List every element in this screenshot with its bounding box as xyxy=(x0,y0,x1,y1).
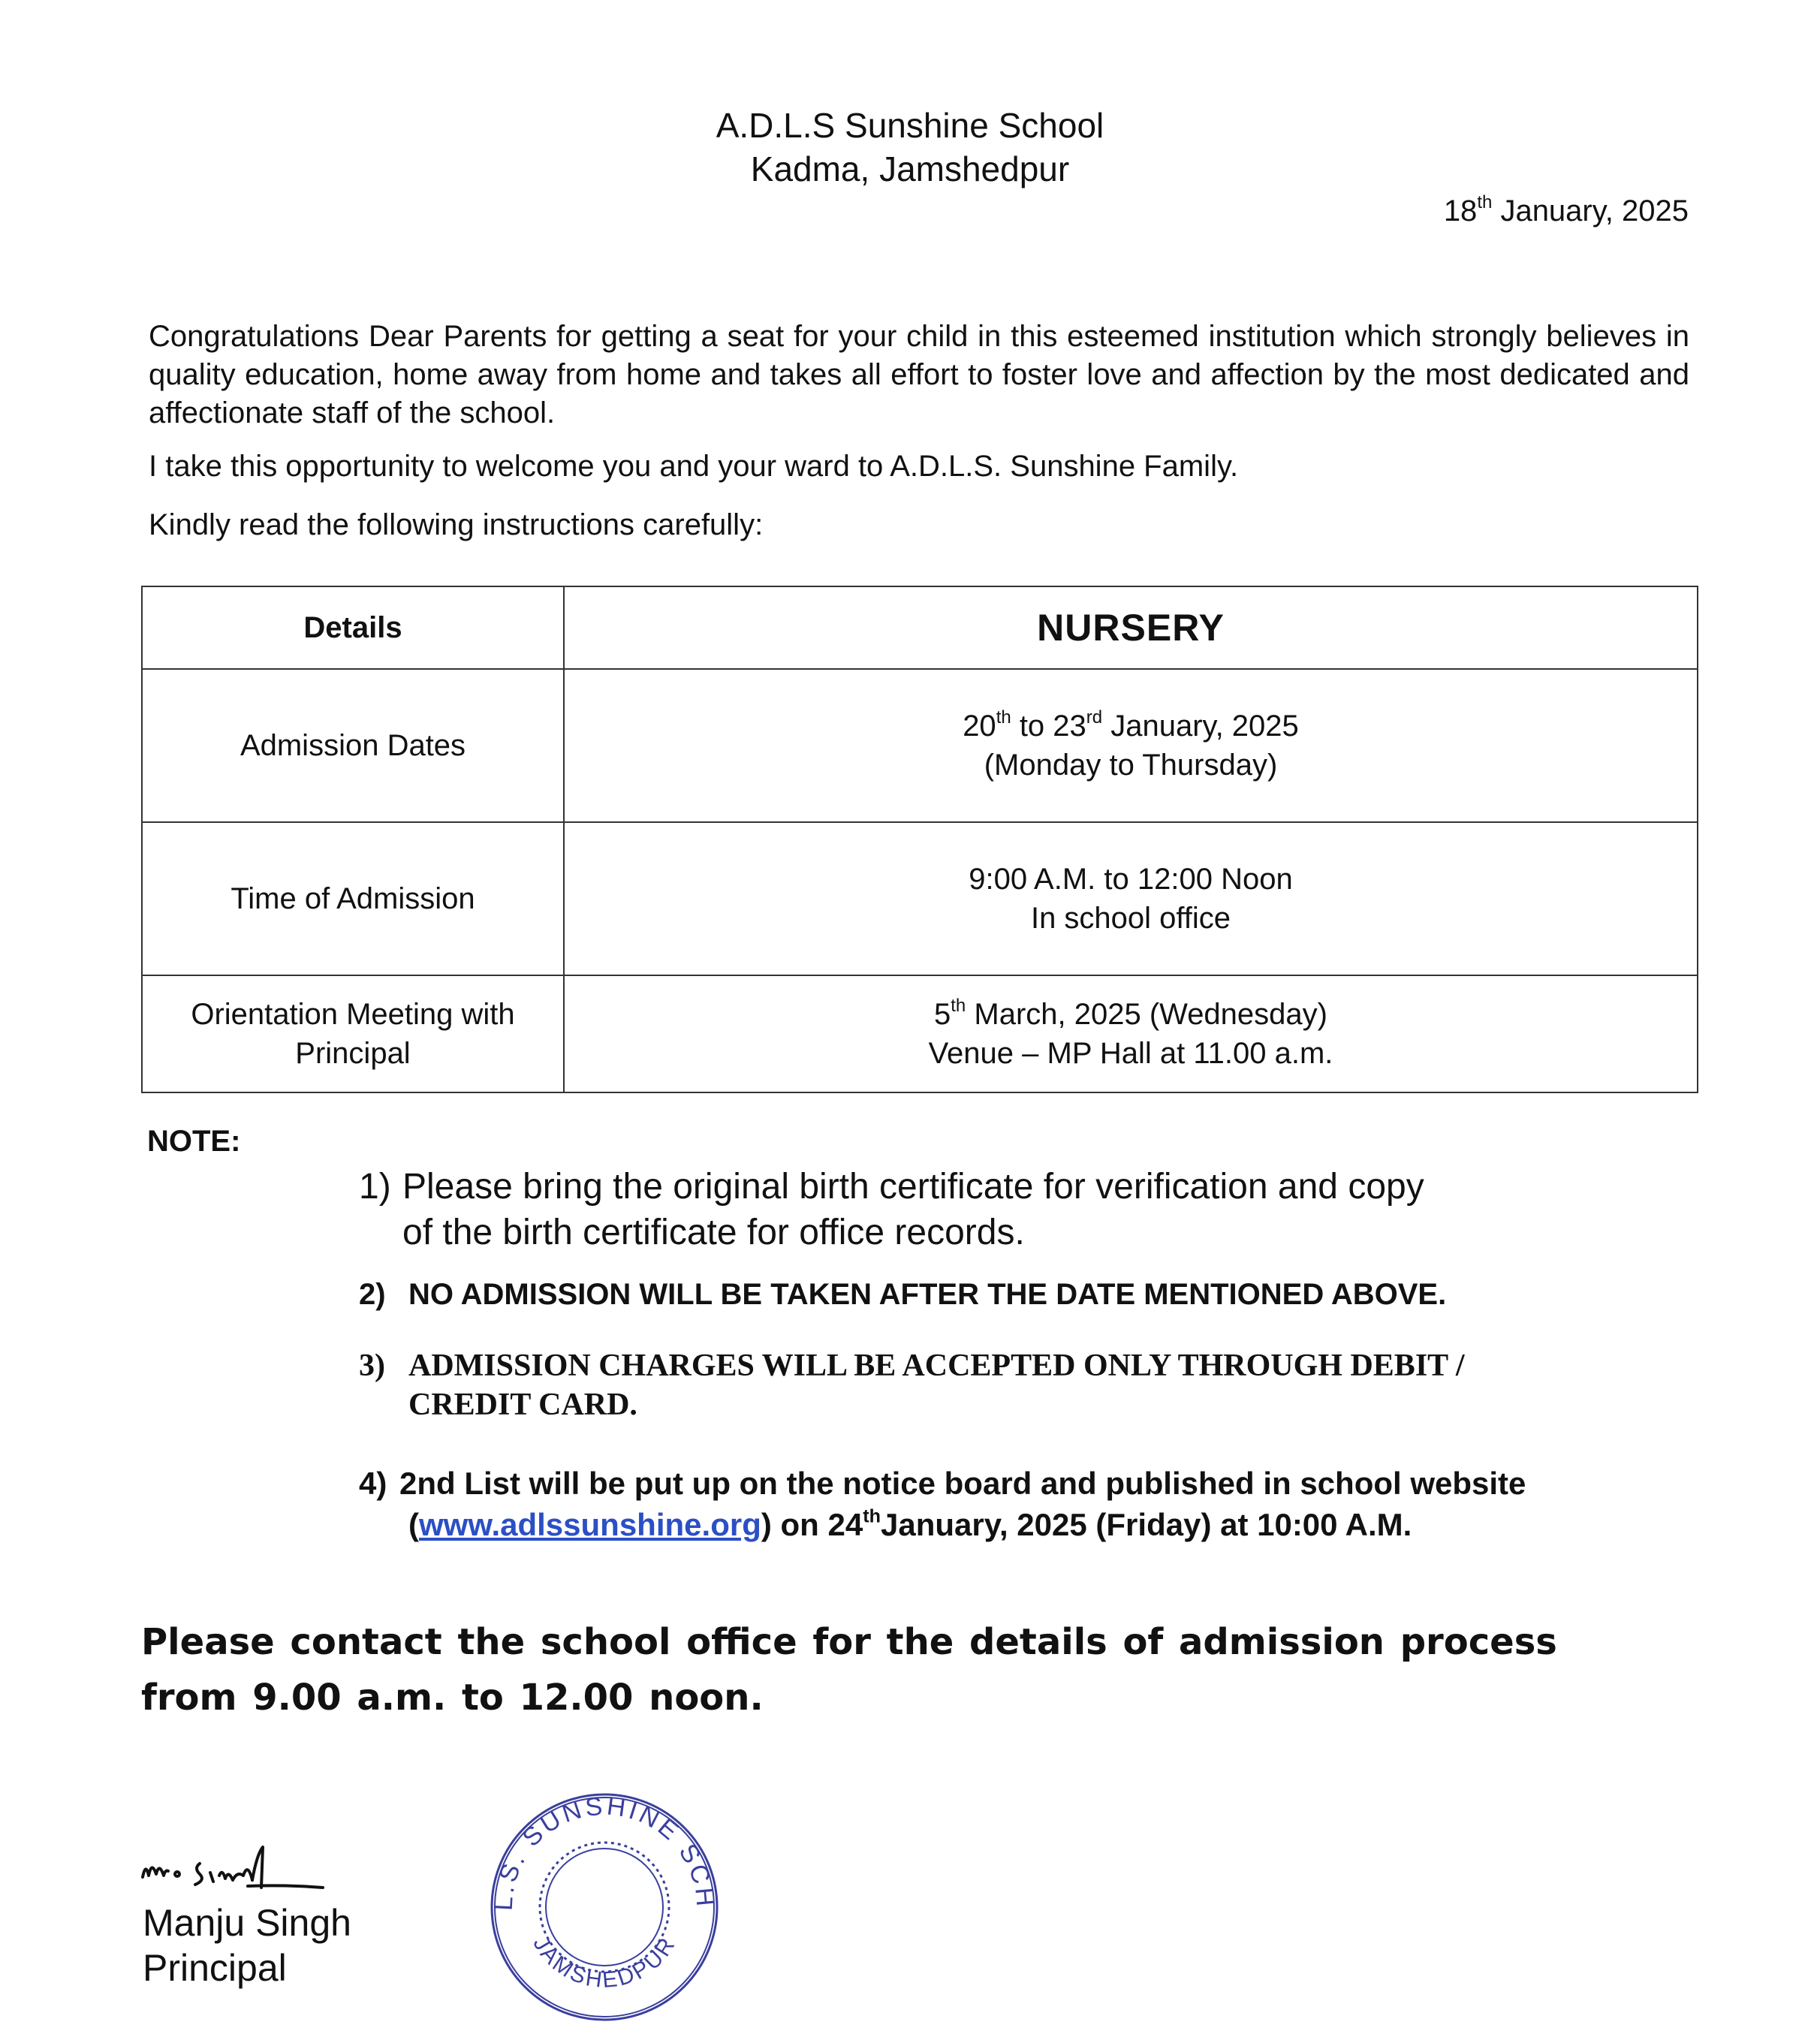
row-value-admission-dates: 20th to 23rd January, 2025 (Monday to Thursday) xyxy=(564,669,1698,822)
row-label-orientation-meeting: Orientation Meeting with Principal xyxy=(142,975,564,1092)
principal-name: Manju Singh xyxy=(143,1902,351,1944)
website-link[interactable]: www.adlssunshine.org xyxy=(419,1507,761,1542)
table-row xyxy=(142,669,1698,822)
table-header-row xyxy=(142,586,1698,669)
principal-signature xyxy=(135,1832,375,1903)
row-value-time-of-admission: 9:00 A.M. to 12:00 Noon In school office xyxy=(564,822,1698,975)
table-row xyxy=(142,975,1698,1092)
table-row xyxy=(142,822,1698,975)
note-item-3: 3) ADMISSION CHARGES WILL BE ACCEPTED ONLY THROUGH DEBIT / CREDIT CARD. xyxy=(359,1348,1465,1422)
congratulations-paragraph: Congratulations Dear Parents for getting a seat for your child in this esteemed institution which strongly believes in quality education, home away from home and takes all effort to foster love and affection by the most dedicated and affectionate staff of the school. xyxy=(149,320,1689,429)
school-name: A.D.L.S Sunshine School xyxy=(716,106,1104,145)
row-value-orientation-meeting: 5th March, 2025 (Wednesday) Venue – MP Hall at 11.00 a.m. xyxy=(564,975,1698,1092)
svg-text:JAMSHEDPUR: JAMSHEDPUR xyxy=(528,1932,681,1993)
principal-title: Principal xyxy=(143,1947,287,1989)
instructions-paragraph: Kindly read the following instructions carefully: xyxy=(149,508,764,541)
row-label-admission-dates: Admission Dates xyxy=(142,669,564,822)
table-header-details: Details xyxy=(142,586,564,669)
note-item-4: 4) 2nd List will be put up on the notice board and published in school website (www.adlssunshine.org) on 24thJanuary, 2025 (Friday) at 10:00 A.M. xyxy=(359,1466,1526,1542)
contact-message: Please contact the school office for the details of admission process from 9.00 a.m. to 12.00 noon. xyxy=(141,1621,1557,1719)
letter-date: 18th January, 2025 xyxy=(1443,192,1689,228)
admission-table xyxy=(141,586,1698,1093)
svg-text:A.D.L.S. SUNSHINE SCHOOL: L.S. SUNSHINE SCH xyxy=(489,1791,720,1912)
row-label-time-of-admission: Time of Admission xyxy=(142,822,564,975)
school-location: Kadma, Jamshedpur xyxy=(750,149,1070,188)
school-seal xyxy=(481,1791,728,2027)
welcome-paragraph: I take this opportunity to welcome you and your ward to A.D.L.S. Sunshine Family. xyxy=(149,450,1239,483)
table-header-nursery: NURSERY xyxy=(564,586,1698,669)
note-item-1: 1) Please bring the original birth certificate for verification and copy of the birth certificate for office records. xyxy=(359,1167,1424,1252)
note-label: NOTE: xyxy=(147,1125,241,1158)
note-item-2: 2) NO ADMISSION WILL BE TAKEN AFTER THE DATE MENTIONED ABOVE. xyxy=(359,1278,1447,1311)
